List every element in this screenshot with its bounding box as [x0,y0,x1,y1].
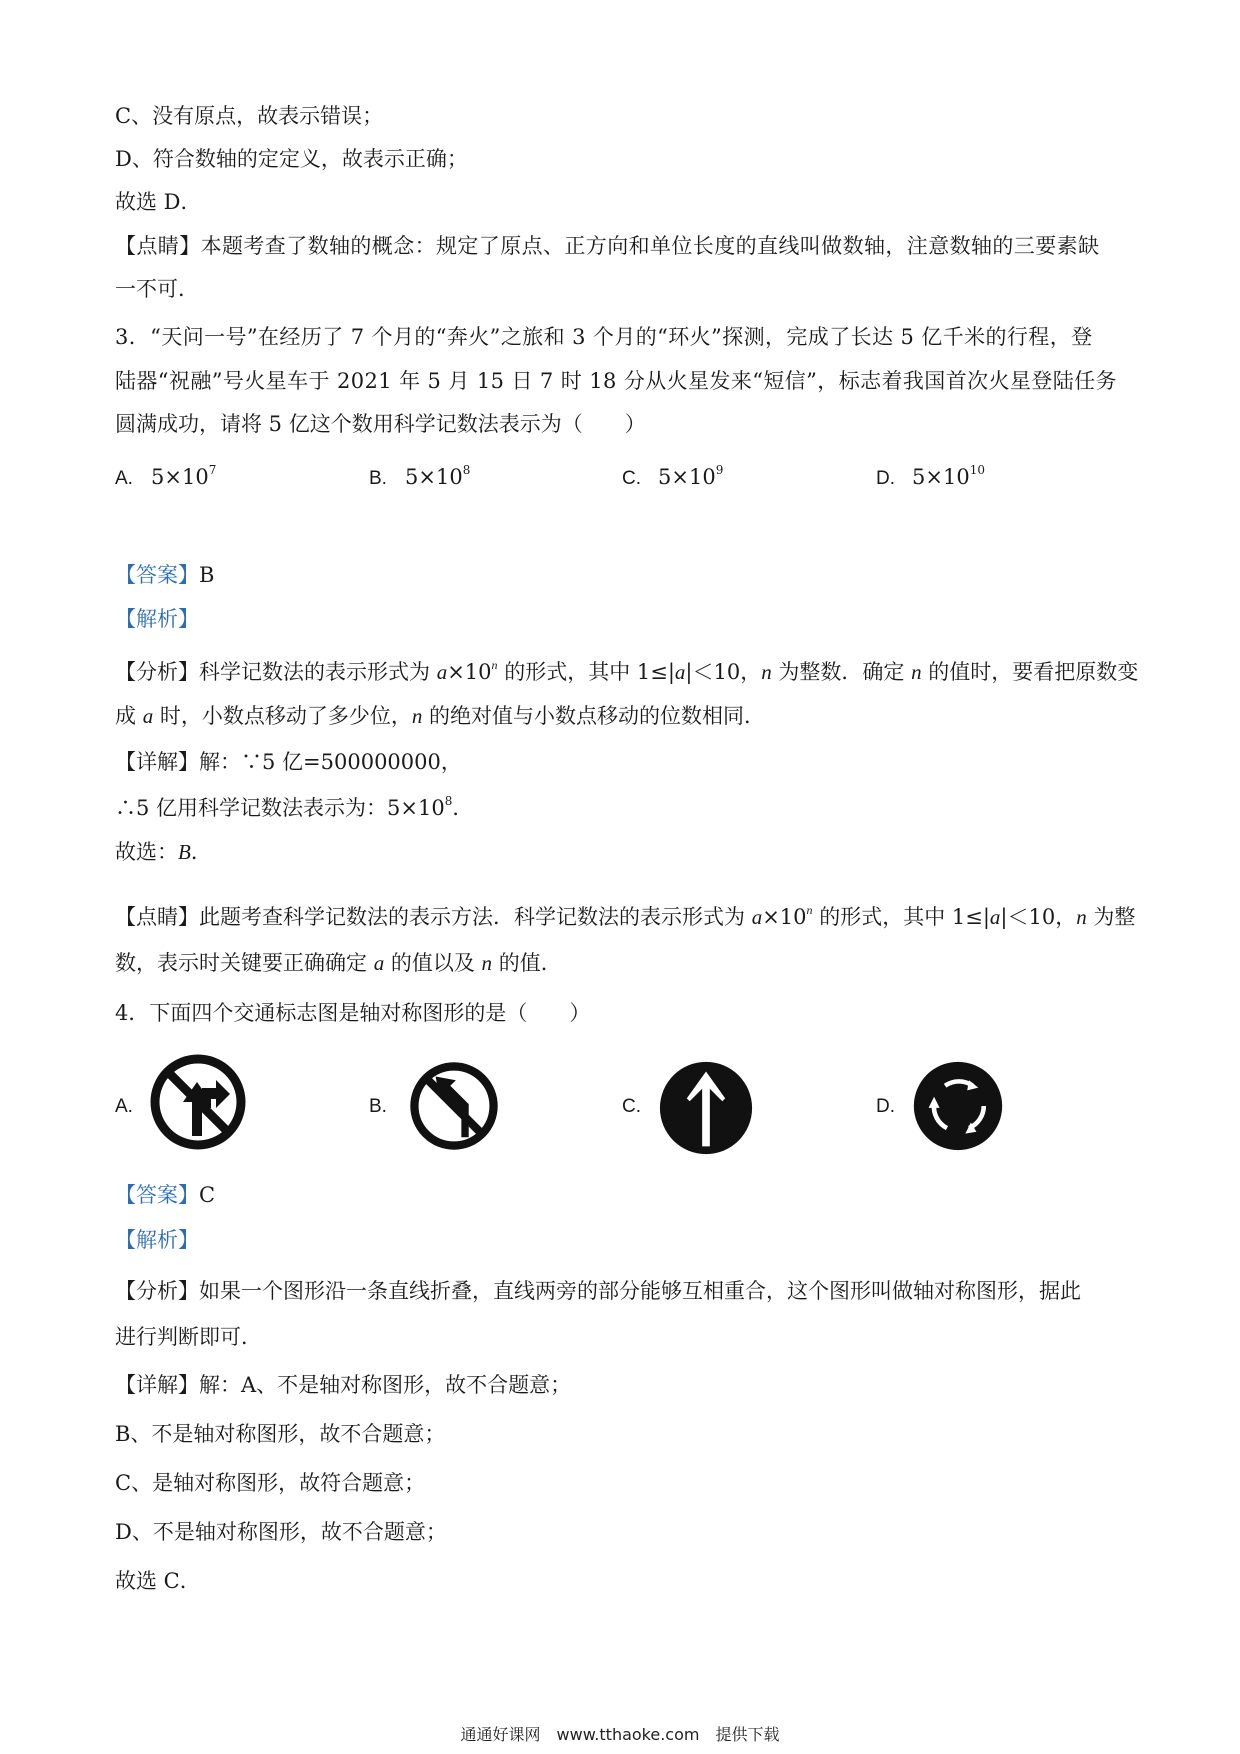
var-n: n [411,704,423,728]
var-n: n [761,660,772,684]
exponent: 8 [444,794,453,808]
text: 解：A、不是轴对称图形，故不合题意； [199,1373,572,1397]
q3-fenxi-line-1 [115,657,1138,687]
q3-fenxi-line-2 [115,701,765,731]
option-exponent: 7 [208,463,217,477]
q3-choose [115,837,212,867]
xiangjie-label: 【详解】 [115,750,199,774]
q4-option-d-label [876,1090,912,1122]
answer-label: 【答案】 [115,563,199,587]
q3-answer [115,560,214,590]
q4-xiangjie [115,1370,571,1400]
roundabout-sign-icon [912,1060,1004,1152]
var-n: n [481,951,493,975]
text: ∴5 亿用科学记数法表示为：5×10 [115,796,445,820]
q4-stem: 4．下面四个交通标志图是轴对称图形的是（ ） [115,1001,591,1025]
dianjing-text: 本题考查了数轴的概念：规定了原点、正方向和单位长度的直线叫做数轴，注意数轴的三要素缺 [200,234,1100,258]
q3-stem-line-2: 陆器“祝融”号火星车于 2021 年 5 月 15 日 7 时 18 分从火星发来“短信”，标志着我国首次火星登陆任务 [115,369,1117,393]
q3-dianjing-line-2 [115,948,562,978]
q4-fenxi-line-2: 进行判断即可． [115,1325,262,1349]
var-a: a [142,704,154,728]
dianjing-label: 【点睛】 [115,905,199,929]
text: 的形式，其中 1≤| [812,905,990,929]
q4-line-c: C、是轴对称图形，故符合题意； [115,1471,426,1495]
answer-value: B [199,563,215,587]
text: 的值以及 [384,951,482,975]
answer-label: 【答案】 [115,1183,199,1207]
var-a: a [373,951,385,975]
q4-option-c-label [622,1090,658,1122]
q3-dianjing-line-1 [115,902,1135,932]
text: 的绝对值与小数点移动的位数相同． [422,704,766,728]
text: ． [190,840,212,864]
q3-option-a [115,462,216,494]
straight-ahead-arrow-sign-icon [658,1060,754,1156]
text: ×10 [762,905,807,929]
text: 的值． [492,951,562,975]
text: 为整数．确定 [771,660,912,684]
q4-analysis-label: 【解析】 [115,1228,199,1252]
no-left-turn-sign-icon [408,1060,500,1152]
var-a: a [674,660,686,684]
q3-option-c [622,462,723,494]
fenxi-label: 【分析】 [115,1279,199,1303]
text: 的形式，其中 1≤| [497,660,675,684]
q4-line-b: B、不是轴对称图形，故不合题意； [115,1422,446,1446]
text: 故选： [115,840,178,864]
prev-dianjing [115,231,1099,261]
option-label: D. [876,468,895,489]
xiangjie-label: 【详解】 [115,1373,199,1397]
option-base: 5×10 [405,465,463,489]
q3-option-d [876,462,985,494]
q3-analysis-label: 【解析】 [115,607,199,631]
text: 如果一个图形沿一条直线折叠，直线两旁的部分能够互相重合，这个图形叫做轴对称图形，据此 [199,1279,1081,1303]
option-label: A. [115,468,133,489]
q3-stem-line-1: 3．“天问一号”在经历了 7 个月的“奔火”之旅和 3 个月的“环火”探测，完成了长达 5 亿千米的行程，登 [115,325,1093,349]
text: |＜10， [685,660,762,684]
text: 成 [115,704,143,728]
prev-dianjing-cont: 一不可． [115,277,199,301]
q4-fenxi-line-1 [115,1276,1081,1306]
text: 的值时，要看把原数变 [921,660,1139,684]
var-n: n [1076,905,1087,929]
text: 为整 [1086,905,1136,929]
option-exponent: 10 [969,463,985,477]
option-exponent: 9 [715,463,724,477]
option-label: A. [115,1096,133,1117]
q4-choose: 故选 C． [115,1569,201,1593]
text: 时，小数点移动了多少位， [153,704,412,728]
prev-line-d: D、符合数轴的定定义，故表示正确； [115,147,468,171]
text: 数，表示时关键要正确确定 [115,951,374,975]
text: ． [452,796,474,820]
dianjing-label: 【点睛】 [115,234,201,258]
choice-letter: B [178,840,191,864]
q4-answer [115,1180,215,1210]
footer-source: 通通好课网 www.tthaoke.com 提供下载 [460,1725,780,1744]
var-a: a [989,905,1001,929]
q3-option-b [369,462,470,494]
text: 此题考查科学记数法的表示方法．科学记数法的表示形式为 [199,905,752,929]
option-exponent: 8 [462,463,471,477]
option-label: C. [622,1096,641,1117]
q4-line-d: D、不是轴对称图形，故不合题意； [115,1520,447,1544]
var-n: n [911,660,922,684]
no-straight-or-right-turn-sign-icon [148,1052,248,1152]
option-base: 5×10 [658,465,716,489]
var-n: n [806,903,813,917]
answer-value: C [199,1183,216,1207]
var-a: a [751,905,763,929]
option-label: C. [622,468,641,489]
q3-stem-line-3: 圆满成功，请将 5 亿这个数用科学记数法表示为（ ） [115,412,646,436]
q4-option-a-label [115,1090,151,1122]
var-a: a [436,660,448,684]
option-base: 5×10 [912,465,970,489]
option-label: D. [876,1096,895,1117]
prev-line-c: C、没有原点，故表示错误； [115,104,384,128]
option-label: B. [369,1096,387,1117]
q4-option-b-label [369,1090,405,1122]
q3-xiangjie-line-2 [115,793,473,823]
option-base: 5×10 [151,465,209,489]
text: |＜10， [1000,905,1077,929]
text: 解：∵5 亿=500000000， [199,750,462,774]
option-label: B. [369,468,387,489]
text: 科学记数法的表示形式为 [199,660,437,684]
q3-xiangjie-line-1 [115,747,462,777]
prev-choose: 故选 D． [115,190,202,214]
var-n: n [491,658,498,672]
fenxi-label: 【分析】 [115,660,199,684]
text: ×10 [447,660,492,684]
